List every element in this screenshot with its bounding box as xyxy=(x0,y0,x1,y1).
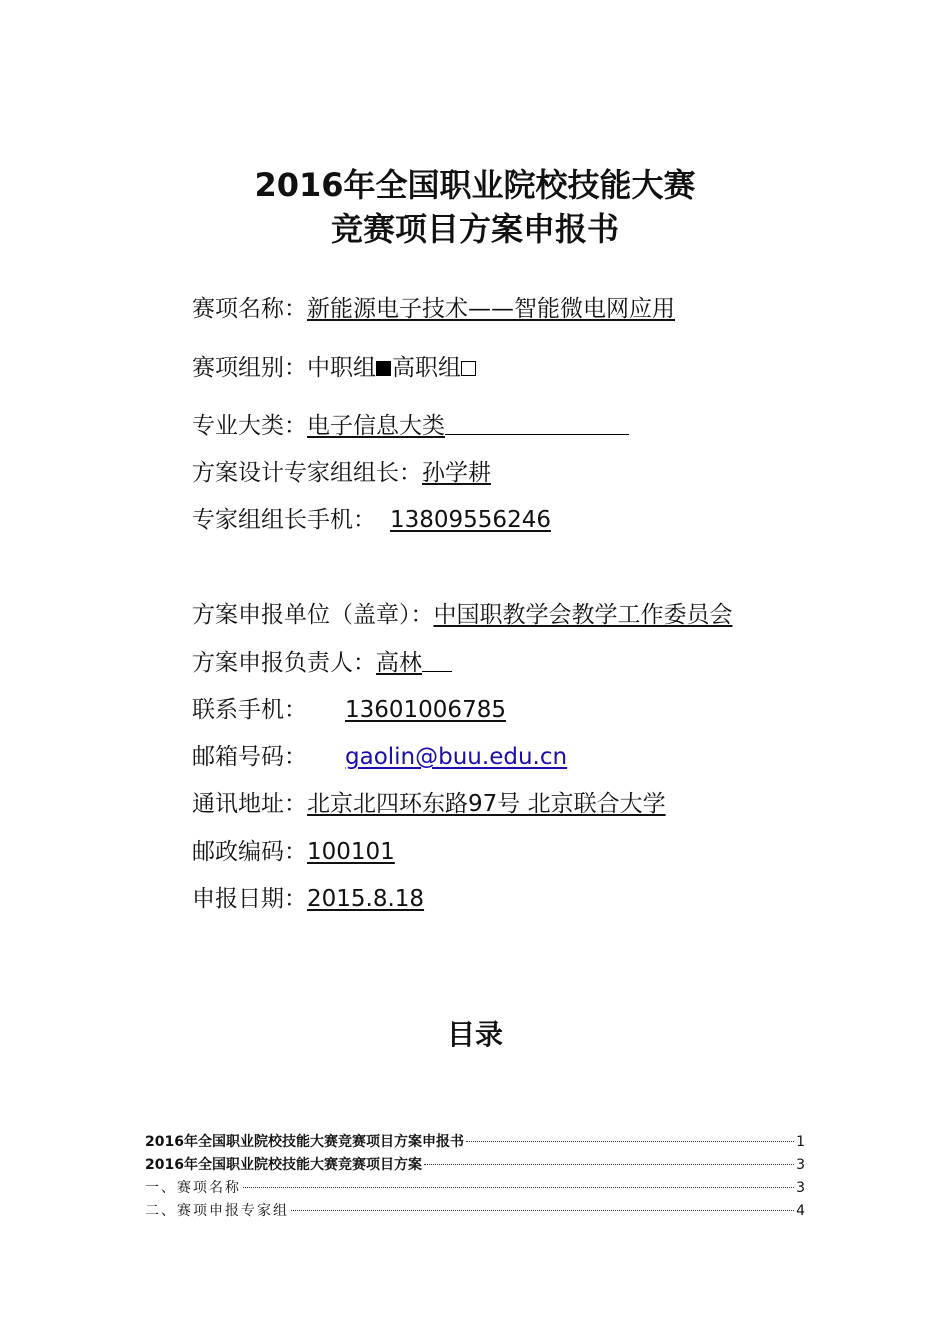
group-option-higher: 高职组 xyxy=(392,355,461,381)
major-label: 专业大类： xyxy=(192,413,307,439)
toc-leader-dots xyxy=(243,1173,794,1188)
unit-row xyxy=(192,600,733,630)
group-option-secondary: 中职组 xyxy=(307,355,376,381)
toc-entry-text: 二、赛项申报专家组 xyxy=(145,1203,289,1219)
document-title-line1: 2016年全国职业院校技能大赛 xyxy=(254,166,696,204)
unchecked-box-icon[interactable] xyxy=(461,361,476,376)
toc-entry-page: 3 xyxy=(796,1180,805,1196)
contact-phone-label: 联系手机： xyxy=(192,697,307,723)
toc-entry-page: 3 xyxy=(796,1157,805,1173)
leader-value: 孙学耕 xyxy=(422,460,491,486)
address-row xyxy=(192,789,666,819)
major-value: 电子信息大类 xyxy=(307,413,445,439)
date-row xyxy=(192,884,424,914)
address-value: 北京北四环东路97号 北京联合大学 xyxy=(307,791,666,817)
email-row xyxy=(192,742,567,772)
toc-entry-page: 1 xyxy=(796,1134,805,1150)
contact-person-label: 方案申报负责人： xyxy=(192,650,376,676)
leader-row xyxy=(192,458,491,488)
toc-leader-dots xyxy=(291,1196,794,1211)
document-title-line2: 竞赛项目方案申报书 xyxy=(330,210,619,248)
toc-entry-text: 2016年全国职业院校技能大赛竞赛项目方案 xyxy=(145,1157,422,1173)
toc-entry[interactable] xyxy=(145,1200,805,1223)
group-row xyxy=(192,353,477,383)
contact-person-row xyxy=(192,648,452,678)
major-row xyxy=(192,411,629,441)
unit-label: 方案申报单位（盖章）： xyxy=(192,602,434,628)
toc-entry-text: 2016年全国职业院校技能大赛竞赛项目方案申报书 xyxy=(145,1134,464,1150)
postcode-row xyxy=(192,837,395,867)
item-name-value: 新能源电子技术——智能微电网应用 xyxy=(307,296,675,322)
group-label: 赛项组别： xyxy=(192,355,307,381)
email-label: 邮箱号码： xyxy=(192,744,307,770)
address-label: 通讯地址： xyxy=(192,791,307,817)
postcode-label: 邮政编码： xyxy=(192,839,307,865)
leader-phone-row xyxy=(192,505,551,535)
date-value: 2015.8.18 xyxy=(307,886,425,912)
unit-value: 中国职教学会教学工作委员会 xyxy=(433,602,733,628)
major-underline xyxy=(445,412,629,435)
table-of-contents xyxy=(145,1131,805,1223)
contact-phone-value: 13601006785 xyxy=(345,697,506,723)
contact-person-value: 高林 xyxy=(376,650,422,676)
contact-phone-row xyxy=(192,695,506,725)
toc-heading: 目录 xyxy=(446,1018,503,1051)
item-name-row xyxy=(192,294,675,324)
item-name-label: 赛项名称： xyxy=(192,296,307,322)
leader-phone-label: 专家组组长手机： xyxy=(192,507,376,533)
leader-label: 方案设计专家组组长： xyxy=(192,460,422,486)
leader-phone-value: 13809556246 xyxy=(390,507,551,533)
date-label: 申报日期： xyxy=(192,886,307,912)
postcode-value: 100101 xyxy=(307,839,395,865)
toc-entry-page: 4 xyxy=(796,1203,805,1219)
toc-leader-dots xyxy=(466,1127,794,1142)
email-link[interactable]: gaolin@buu.edu.cn xyxy=(345,744,568,770)
toc-leader-dots xyxy=(424,1150,794,1165)
contact-person-underline xyxy=(422,649,452,672)
toc-entry-text: 一、赛项名称 xyxy=(145,1180,241,1196)
checked-box-icon[interactable] xyxy=(376,361,391,376)
